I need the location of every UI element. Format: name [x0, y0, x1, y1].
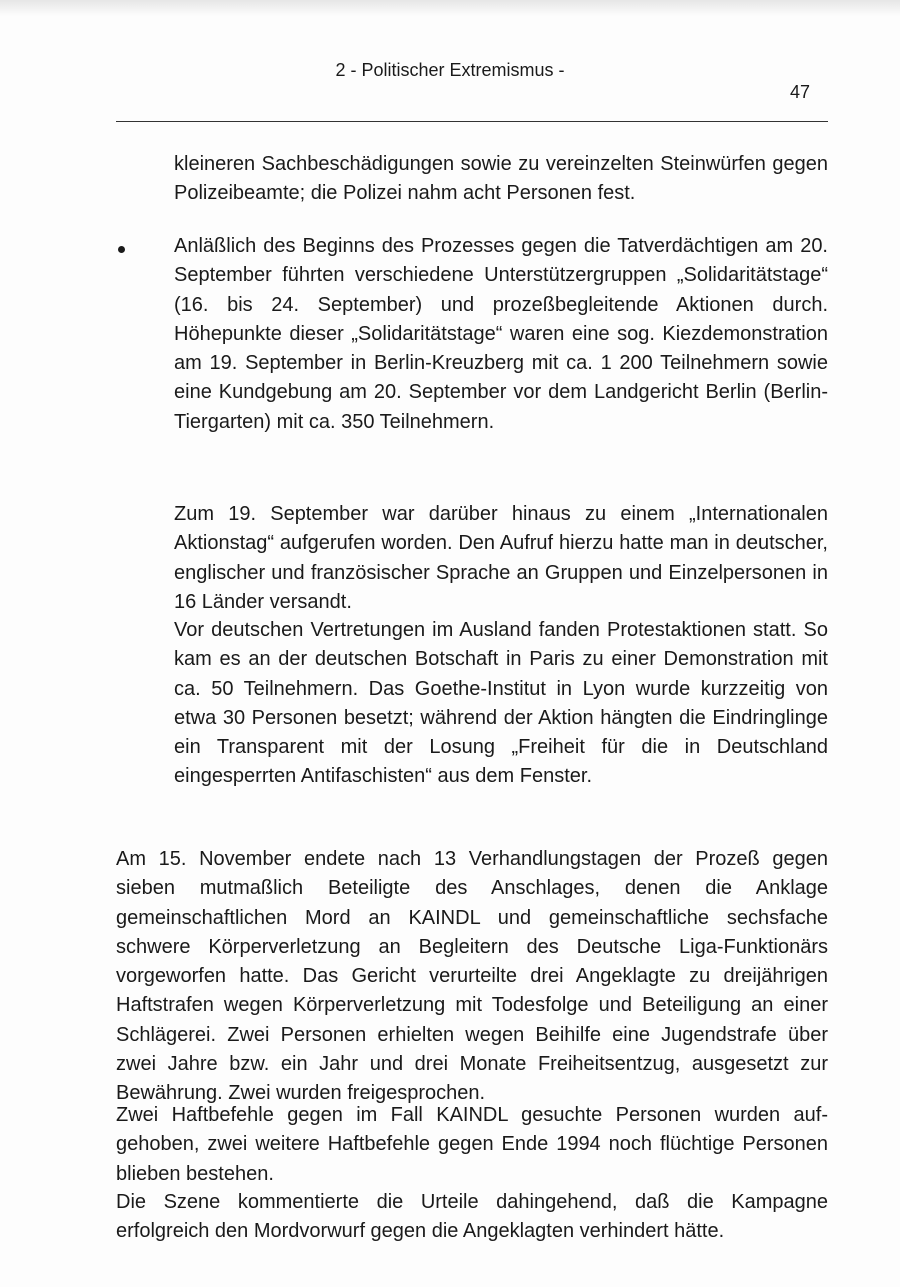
paragraph-continuation: kleineren Sachbeschädigungen sowie zu vereinzelten Steinwürfen gegen Polizeibeamte; die Polizei nahm acht Personen fest. [174, 153, 828, 205]
paragraph-protestaktionen: Vor deutschen Vertretungen im Ausland fanden Protestaktionen statt. So kam es an der deutschen Botschaft in Paris zu einer Demonstration mit ca. 50 Teilnehmern. Das Goethe-Institut in Lyon wurde kurzzeitig von etwa 30 Personen besetzt; während der Aktion hängten die Eindringlinge ein Transparent mit der Losung „Freiheit für die in Deutschland eingesperrten Antifaschisten“ aus dem Fenster. [174, 619, 828, 788]
paragraph-aktionstag: Zum 19. September war darüber hinaus zu einem „Internationalen Aktionstag“ aufgerufen worden. Den Aufruf hierzu hatte man in deutscher, englischer und französischer Sprache an Gruppen und Einzelpersonen in 16 Länder versandt. [174, 503, 828, 613]
paragraph-szene-kommentar: Die Szene kommentierte die Urteile dahingehend, daß die Kampagne erfolgreich den Mordvorwurf gegen die Angeklagten verhindert hätte. [116, 1191, 828, 1243]
bullet-icon [118, 246, 125, 253]
running-header: 2 - Politischer Extremismus - [335, 60, 565, 80]
page-number: 47 [790, 82, 811, 102]
scan-edge-shadow [0, 0, 900, 16]
paragraph-bullet-solidaritaetstage: Anläßlich des Beginns des Prozesses gegen die Tatverdächtigen am 20. September führten verschiedene Unterstützergruppen „Solidaritätstage“ (16. bis 24. September) und prozeßbegleitende Aktionen durch. Höhepunkte dieser „Solidaritätstage“ waren eine sog. Kiezdemonstration am 19. September in Berlin-Kreuzberg mit ca. 1 200 Teilnehmern sowie eine Kundgebung am 20. September vor dem Landgericht Berlin (Berlin-Tiergarten) mit ca. 350 Teilnehmern. [174, 235, 828, 433]
paragraph-haftbefehle: Zwei Haftbefehle gegen im Fall KAINDL gesuchte Personen wurden aufgehoben, zwei weitere Haftbefehle gegen Ende 1994 noch flüchtige Personen blieben bestehen. [116, 1104, 828, 1185]
paragraph-urteil: Am 15. November endete nach 13 Verhandlungstagen der Prozeß gegen sieben mutmaßlich Beteiligte des Anschlages, denen die Anklage gemeinschaftlichen Mord an KAINDL und gemeinschaftliche sechsfache schwere Körperverletzung an Begleitern des Deutsche Liga-Funktionärs vorgeworfen hatte. Das Gericht verurteilte drei Angeklagte zu dreijährigen Haftstrafen wegen Körperverletzung mit Todesfolge und Beteiligung an einer Schlägerei. Zwei Personen erhielten wegen Beihilfe eine Jugendstrafe über zwei Jahre bzw. ein Jahr und drei Monate Freiheitsentzug, ausgesetzt zur Bewährung. Zwei wurden freigesprochen. [116, 848, 828, 1105]
header-rule [116, 121, 828, 122]
